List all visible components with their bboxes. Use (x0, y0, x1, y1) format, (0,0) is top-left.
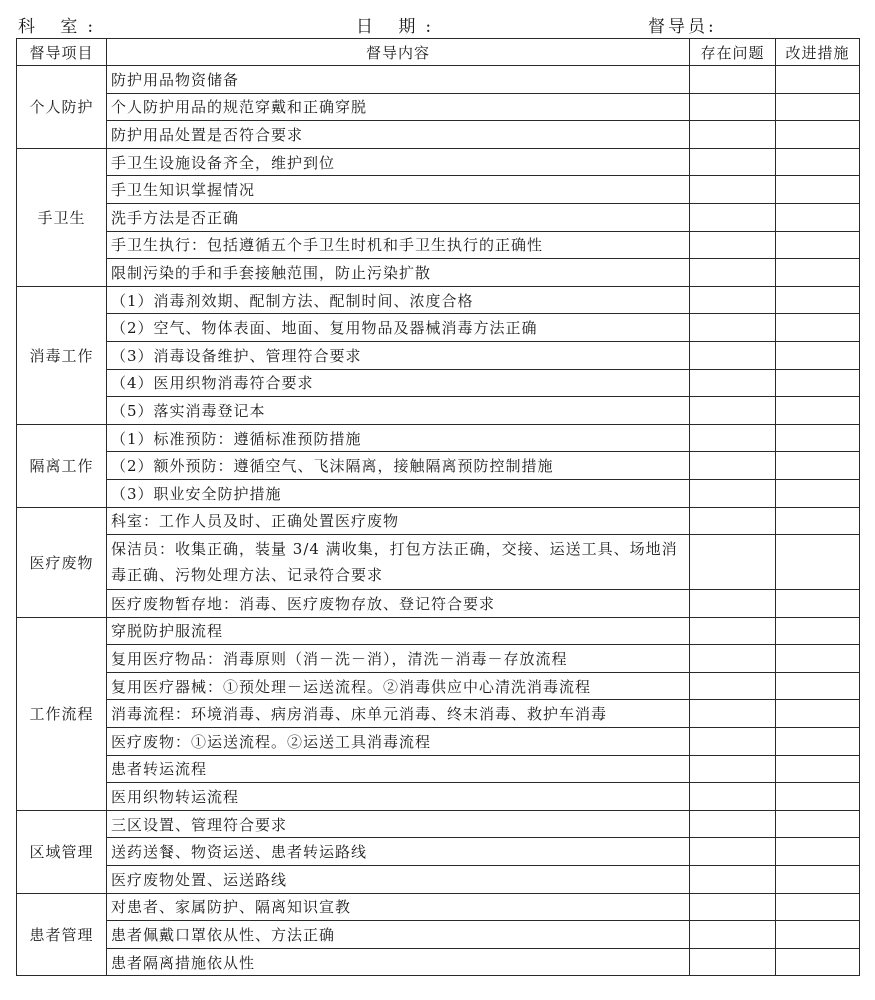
table-row (17, 148, 860, 176)
content-cell: 防护用品物资储备 (107, 66, 690, 94)
category-cell: 隔离工作 (17, 424, 107, 507)
improvements-cell[interactable] (776, 921, 860, 949)
table-row (17, 479, 860, 507)
improvements-cell[interactable] (776, 176, 860, 204)
table-row (17, 838, 860, 866)
table-header-row (17, 39, 860, 66)
table-row (17, 314, 860, 342)
category-cell: 手卫生 (17, 148, 107, 286)
content-cell: 对患者、家属防护、隔离知识宣教 (107, 893, 690, 921)
content-cell: 科室：工作人员及时、正确处置医疗废物 (107, 507, 690, 535)
category-cell: 区域管理 (17, 810, 107, 893)
issues-cell[interactable] (690, 700, 776, 728)
column-header-issues: 存在问题 (690, 39, 776, 66)
content-cell: 洗手方法是否正确 (107, 203, 690, 231)
content-cell: 手卫生知识掌握情况 (107, 176, 690, 204)
category-cell: 工作流程 (17, 617, 107, 810)
improvements-cell[interactable] (776, 672, 860, 700)
improvements-cell[interactable] (776, 866, 860, 894)
issues-cell[interactable] (690, 121, 776, 149)
column-header-category: 督导项目 (17, 39, 107, 66)
issues-cell[interactable] (690, 810, 776, 838)
content-cell: 消毒流程：环境消毒、病房消毒、床单元消毒、终末消毒、救护车消毒 (107, 700, 690, 728)
supervision-table (16, 38, 860, 976)
supervisor-label: 督导员: (648, 17, 717, 37)
table-row (17, 617, 860, 645)
improvements-cell[interactable] (776, 783, 860, 811)
content-cell: （4）医用织物消毒符合要求 (107, 369, 690, 397)
form-header (16, 10, 866, 36)
table-row (17, 948, 860, 976)
issues-cell[interactable] (690, 838, 776, 866)
table-row (17, 755, 860, 783)
improvements-cell[interactable] (776, 948, 860, 976)
improvements-cell[interactable] (776, 93, 860, 121)
improvements-cell[interactable] (776, 314, 860, 342)
date-label: 日 期: (356, 17, 442, 37)
improvements-cell[interactable] (776, 259, 860, 287)
table-row (17, 203, 860, 231)
table-row (17, 590, 860, 618)
category-cell: 患者管理 (17, 893, 107, 976)
table-row (17, 369, 860, 397)
content-cell: 送药送餐、物资运送、患者转运路线 (107, 838, 690, 866)
table-row (17, 66, 860, 94)
improvements-cell[interactable] (776, 424, 860, 452)
content-cell: 患者佩戴口罩依从性、方法正确 (107, 921, 690, 949)
content-cell: 医疗废物暂存地：消毒、医疗废物存放、登记符合要求 (107, 590, 690, 618)
issues-cell[interactable] (690, 148, 776, 176)
improvements-cell[interactable] (776, 286, 860, 314)
issues-cell[interactable] (690, 590, 776, 618)
issues-cell[interactable] (690, 755, 776, 783)
content-cell: 复用医疗物品：消毒原则（消－洗－消），清洗－消毒－存放流程 (107, 645, 690, 673)
column-header-improvements: 改进措施 (776, 39, 860, 66)
improvements-cell[interactable] (776, 341, 860, 369)
content-cell: （1）标准预防：遵循标准预防措施 (107, 424, 690, 452)
issues-cell[interactable] (690, 645, 776, 673)
improvements-cell[interactable] (776, 700, 860, 728)
issues-cell[interactable] (690, 66, 776, 94)
table-row (17, 810, 860, 838)
table-row (17, 866, 860, 894)
table-row (17, 728, 860, 756)
content-cell: 个人防护用品的规范穿戴和正确穿脱 (107, 93, 690, 121)
content-cell: 复用医疗器械：①预处理－运送流程。②消毒供应中心清洗消毒流程 (107, 672, 690, 700)
issues-cell[interactable] (690, 286, 776, 314)
table-row (17, 176, 860, 204)
table-row (17, 452, 860, 480)
issues-cell[interactable] (690, 231, 776, 259)
table-row (17, 535, 860, 590)
improvements-cell[interactable] (776, 755, 860, 783)
table-row (17, 231, 860, 259)
improvements-cell[interactable] (776, 617, 860, 645)
improvements-cell[interactable] (776, 810, 860, 838)
content-cell: 保洁员：收集正确，装量 3/4 满收集，打包方法正确，交接、运送工具、场地消毒正确、污物处理方法、记录符合要求 (107, 535, 690, 590)
table-row (17, 507, 860, 535)
content-cell: 防护用品处置是否符合要求 (107, 121, 690, 149)
issues-cell[interactable] (690, 535, 776, 590)
issues-cell[interactable] (690, 866, 776, 894)
column-header-content: 督导内容 (107, 39, 690, 66)
table-row (17, 672, 860, 700)
improvements-cell[interactable] (776, 507, 860, 535)
table-row (17, 424, 860, 452)
table-body (17, 66, 860, 976)
improvements-cell[interactable] (776, 645, 860, 673)
content-cell: （3）消毒设备维护、管理符合要求 (107, 341, 690, 369)
content-cell: （5）落实消毒登记本 (107, 397, 690, 425)
table-row (17, 921, 860, 949)
issues-cell[interactable] (690, 424, 776, 452)
issues-cell[interactable] (690, 921, 776, 949)
table-row (17, 341, 860, 369)
issues-cell[interactable] (690, 948, 776, 976)
issues-cell[interactable] (690, 314, 776, 342)
category-cell: 消毒工作 (17, 286, 107, 424)
improvements-cell[interactable] (776, 728, 860, 756)
table-row (17, 893, 860, 921)
improvements-cell[interactable] (776, 369, 860, 397)
content-cell: 医疗废物：①运送流程。②运送工具消毒流程 (107, 728, 690, 756)
improvements-cell[interactable] (776, 535, 860, 590)
issues-cell[interactable] (690, 203, 776, 231)
improvements-cell[interactable] (776, 121, 860, 149)
improvements-cell[interactable] (776, 452, 860, 480)
improvements-cell[interactable] (776, 479, 860, 507)
issues-cell[interactable] (690, 728, 776, 756)
content-cell: 手卫生执行：包括遵循五个手卫生时机和手卫生执行的正确性 (107, 231, 690, 259)
content-cell: 三区设置、管理符合要求 (107, 810, 690, 838)
issues-cell[interactable] (690, 893, 776, 921)
improvements-cell[interactable] (776, 397, 860, 425)
table-row (17, 259, 860, 287)
issues-cell[interactable] (690, 783, 776, 811)
table-row (17, 93, 860, 121)
issues-cell[interactable] (690, 452, 776, 480)
issues-cell[interactable] (690, 93, 776, 121)
improvements-cell[interactable] (776, 590, 860, 618)
issues-cell[interactable] (690, 479, 776, 507)
content-cell: 限制污染的手和手套接触范围，防止污染扩散 (107, 259, 690, 287)
improvements-cell[interactable] (776, 148, 860, 176)
issues-cell[interactable] (690, 369, 776, 397)
category-cell: 医疗废物 (17, 507, 107, 617)
content-cell: 医疗废物处置、运送路线 (107, 866, 690, 894)
table-row (17, 700, 860, 728)
issues-cell[interactable] (690, 507, 776, 535)
content-cell: （2）空气、物体表面、地面、复用物品及器械消毒方法正确 (107, 314, 690, 342)
improvements-cell[interactable] (776, 203, 860, 231)
table-row (17, 783, 860, 811)
content-cell: 手卫生设施设备齐全，维护到位 (107, 148, 690, 176)
category-cell: 个人防护 (17, 66, 107, 149)
content-cell: 医用织物转运流程 (107, 783, 690, 811)
content-cell: 患者隔离措施依从性 (107, 948, 690, 976)
issues-cell[interactable] (690, 397, 776, 425)
improvements-cell[interactable] (776, 893, 860, 921)
content-cell: 患者转运流程 (107, 755, 690, 783)
table-row (17, 645, 860, 673)
content-cell: （2）额外预防：遵循空气、飞沫隔离，接触隔离预防控制措施 (107, 452, 690, 480)
issues-cell[interactable] (690, 259, 776, 287)
table-row (17, 286, 860, 314)
issues-cell[interactable] (690, 341, 776, 369)
issues-cell[interactable] (690, 672, 776, 700)
improvements-cell[interactable] (776, 231, 860, 259)
content-cell: 穿脱防护服流程 (107, 617, 690, 645)
improvements-cell[interactable] (776, 838, 860, 866)
table-row (17, 121, 860, 149)
improvements-cell[interactable] (776, 66, 860, 94)
content-cell: （3）职业安全防护措施 (107, 479, 690, 507)
table-row (17, 397, 860, 425)
department-label: 科 室: (18, 17, 104, 37)
issues-cell[interactable] (690, 617, 776, 645)
content-cell: （1）消毒剂效期、配制方法、配制时间、浓度合格 (107, 286, 690, 314)
issues-cell[interactable] (690, 176, 776, 204)
